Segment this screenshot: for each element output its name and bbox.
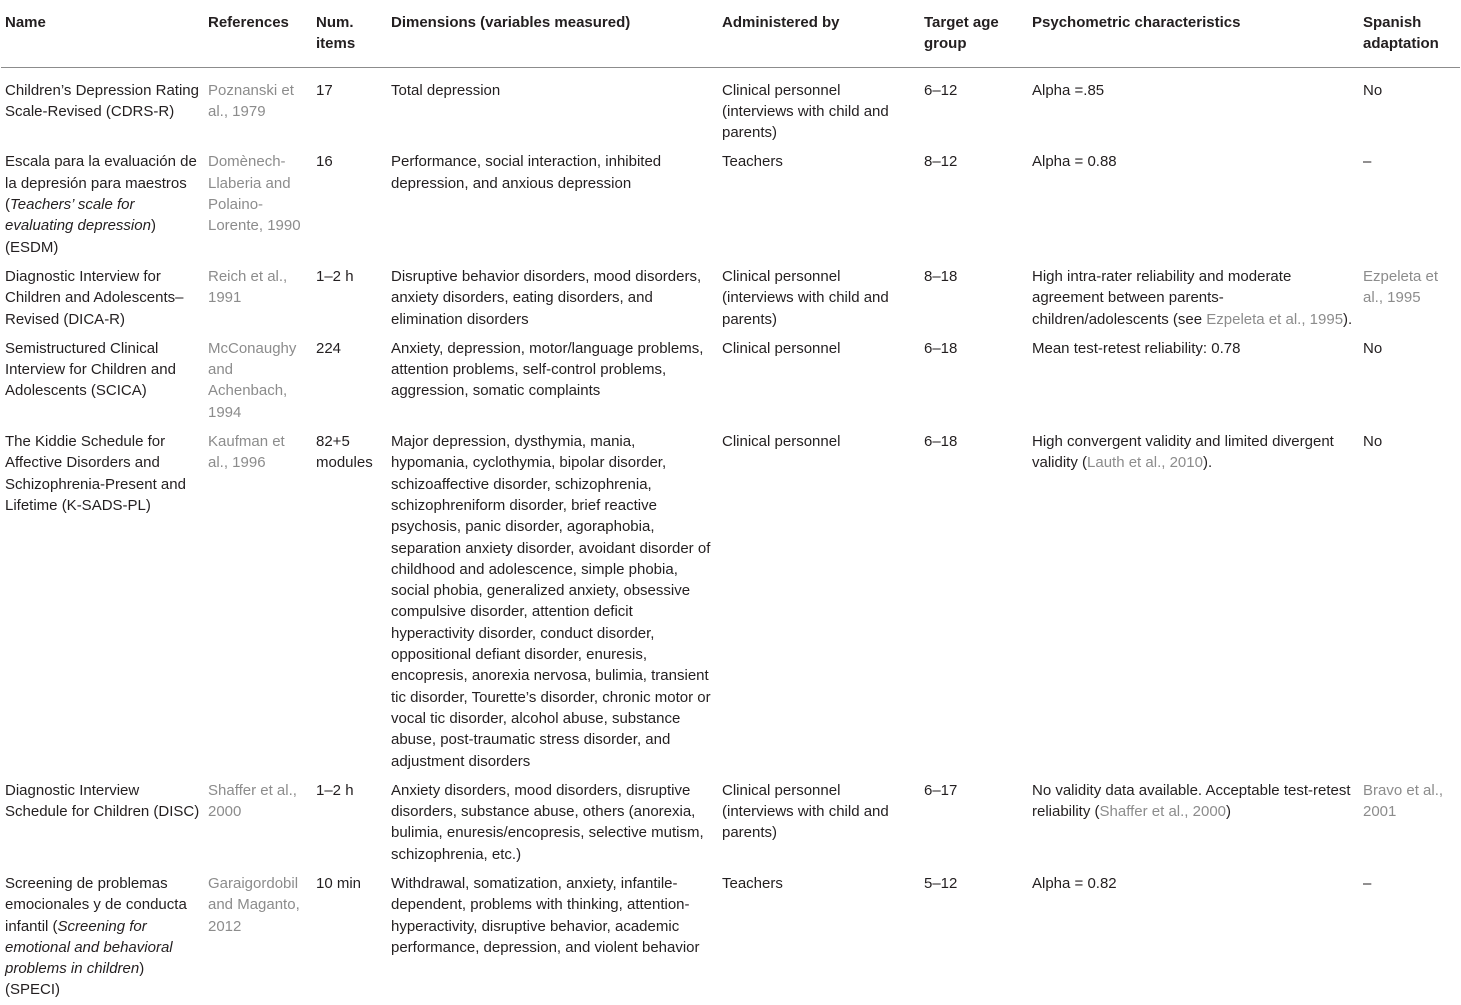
cell-target-age: 6–12: [924, 81, 958, 99]
psychometric-reference-link[interactable]: Ezpeleta et al., 1995: [1206, 310, 1344, 328]
cell-dimensions: Withdrawal, somatization, anxiety, infantile-dependent, problems with thinking, attention-hyperactivity, disruptive behavior, academic performance, depression, and violent behavior: [391, 874, 700, 956]
cell-name: [1, 869, 204, 1005]
cell-name: [1, 147, 204, 261]
cell-administered-by: Clinical personnel: [722, 339, 841, 357]
cell-psychometric: Alpha = 0.82: [1032, 874, 1117, 892]
cell-spanish-adaptation-link[interactable]: Ezpeleta et al., 1995: [1363, 267, 1439, 307]
cell-reference-link[interactable]: Domènech-Llaberia and Polaino-Lorente, 1990: [208, 153, 301, 235]
cell-target-age: 8–18: [924, 267, 958, 285]
cell-reference-link[interactable]: Poznanski et al., 1979: [208, 81, 294, 120]
psychometric-text: ).: [1202, 454, 1213, 472]
instruments-table: [1, 0, 1460, 1005]
header-psychometric: Psychometric characteristics: [1032, 14, 1241, 31]
cell-psychometric: [1028, 262, 1359, 334]
cell-num-items: 1–2 h: [316, 267, 354, 285]
table-row: [1, 869, 1460, 1005]
cell-name: Children’s Depression Rating Scale-Revised (CDRS-R): [5, 81, 199, 120]
cell-dimensions: Anxiety, depression, motor/language problems, attention problems, self-control problems, aggression, somatic complaints: [391, 339, 704, 400]
cell-spanish-adaptation: No: [1363, 433, 1383, 451]
table-row: [1, 334, 1460, 427]
cell-dimensions: Disruptive behavior disorders, mood disorders, anxiety disorders, eating disorders, and elimination disorders: [391, 267, 702, 328]
cell-target-age: 6–18: [924, 339, 958, 357]
table-row: [1, 67, 1460, 147]
cell-name: Diagnostic Interview Schedule for Children (DISC): [5, 781, 200, 821]
header-num-items: Num. items: [316, 14, 356, 53]
cell-num-items: 17: [316, 81, 333, 99]
cell-administered-by: Clinical personnel: [722, 433, 841, 451]
cell-reference-link[interactable]: Kaufman et al., 1996: [208, 433, 285, 472]
cell-administered-by: Clinical personnel (interviews with child and parents): [722, 781, 889, 842]
name-text: ) (SPECI): [5, 960, 145, 999]
psychometric-reference-link[interactable]: Lauth et al., 2010: [1087, 454, 1203, 472]
cell-dimensions: Major depression, dysthymia, mania, hypomania, cyclothymia, bipolar disorder, schizoaffective disorder, schizophrenia, schizophreniform disorder, brief reactive psychosis, panic disorder, agoraphobia, separation anxiety disorder, avoidant disorder of childhood and adolescence, simple phobia, social phobia, generalized anxiety, obsessive compulsive disorder, attention deficit hyperactivity disorder, conduct disorder, oppositional defiant disorder, enuresis, encopresis, anorexia nervosa, bulimia, transient tic disorder, Tourette’s disorder, chronic motor or vocal tic disorder, alcohol abuse, substance abuse, post-traumatic stress disorder, and adjustment disorders: [391, 433, 711, 770]
cell-reference-link[interactable]: McConaughy and Achenbach, 1994: [208, 339, 297, 421]
cell-spanish-adaptation: No: [1363, 81, 1383, 99]
psychometric-text: High convergent validity and limited divergent validity (: [1032, 433, 1334, 472]
cell-spanish-adaptation: –: [1363, 874, 1372, 892]
cell-name: The Kiddie Schedule for Affective Disorders and Schizophrenia-Present and Lifetime (K-SADS-PL): [5, 433, 186, 514]
table-row: [1, 427, 1460, 776]
cell-target-age: 5–12: [924, 874, 958, 892]
header-target-age: Target age group: [924, 14, 999, 53]
psychometric-reference-link[interactable]: Shaffer et al., 2000: [1099, 803, 1226, 821]
cell-num-items: 16: [316, 153, 333, 171]
cell-psychometric: Mean test-retest reliability: 0.78: [1032, 339, 1241, 357]
cell-reference-link[interactable]: Shaffer et al., 2000: [208, 781, 297, 821]
table-row: [1, 147, 1460, 261]
cell-dimensions: Total depression: [391, 81, 501, 99]
header-name: Name: [5, 14, 46, 31]
psychometric-text: High intra-rater reliability and moderate agreement between parents-children/adolescents (see: [1032, 267, 1292, 328]
cell-administered-by: Clinical personnel (interviews with child and parents): [722, 81, 889, 142]
psychometric-text: No validity data available. Acceptable test-retest reliability (: [1032, 781, 1351, 821]
cell-administered-by: Teachers: [722, 874, 783, 892]
cell-dimensions: Anxiety disorders, mood disorders, disruptive disorders, substance abuse, others (anorexia, bulimia, enuresis/encopresis, selective mutism, schizophrenia, etc.): [391, 781, 704, 863]
cell-target-age: 8–12: [924, 153, 958, 171]
psychometric-text: ): [1226, 803, 1231, 821]
cell-psychometric: [1028, 427, 1359, 776]
cell-name: Diagnostic Interview for Children and Adolescents–Revised (DICA-R): [5, 267, 184, 328]
header-row: [1, 0, 1460, 67]
name-text: Escala para la evaluación de la depresión para maestros (: [5, 153, 197, 214]
cell-administered-by: Teachers: [722, 153, 783, 171]
cell-psychometric: Alpha = 0.88: [1032, 153, 1117, 171]
cell-spanish-adaptation: No: [1363, 339, 1383, 357]
table-row: [1, 262, 1460, 334]
cell-target-age: 6–17: [924, 781, 958, 799]
cell-dimensions: Performance, social interaction, inhibited depression, and anxious depression: [391, 153, 662, 192]
name-italic-text: Teachers’ scale for evaluating depression: [5, 196, 151, 235]
header-spanish-adaptation: Spanish adaptation: [1363, 14, 1439, 53]
table-row: [1, 776, 1460, 869]
cell-spanish-adaptation-link[interactable]: Bravo et al., 2001: [1363, 781, 1444, 821]
cell-name: Semistructured Clinical Interview for Children and Adolescents (SCICA): [5, 339, 176, 400]
cell-num-items: 82+5 modules: [316, 433, 373, 472]
cell-spanish-adaptation: –: [1363, 153, 1372, 171]
cell-reference-link[interactable]: Reich et al., 1991: [208, 267, 288, 307]
cell-target-age: 6–18: [924, 433, 958, 451]
cell-psychometric: [1028, 776, 1359, 869]
header-references: References: [208, 14, 289, 31]
cell-reference-link[interactable]: Garaigordobil and Maganto, 2012: [208, 874, 300, 935]
cell-administered-by: Clinical personnel (interviews with child and parents): [722, 267, 889, 328]
cell-num-items: 224: [316, 339, 342, 357]
cell-psychometric: Alpha =.85: [1032, 81, 1105, 99]
name-italic-text: Screening for emotional and behavioral problems in children: [5, 917, 173, 978]
psychometric-text: ).: [1343, 310, 1353, 328]
header-dimensions: Dimensions (variables measured): [391, 14, 631, 31]
header-administered-by: Administered by: [722, 14, 840, 31]
cell-num-items: 1–2 h: [316, 781, 354, 799]
cell-num-items: 10 min: [316, 874, 362, 892]
name-text: Screening de problemas emocionales y de conducta infantil (: [5, 874, 187, 935]
name-text: ) (ESDM): [5, 217, 156, 256]
